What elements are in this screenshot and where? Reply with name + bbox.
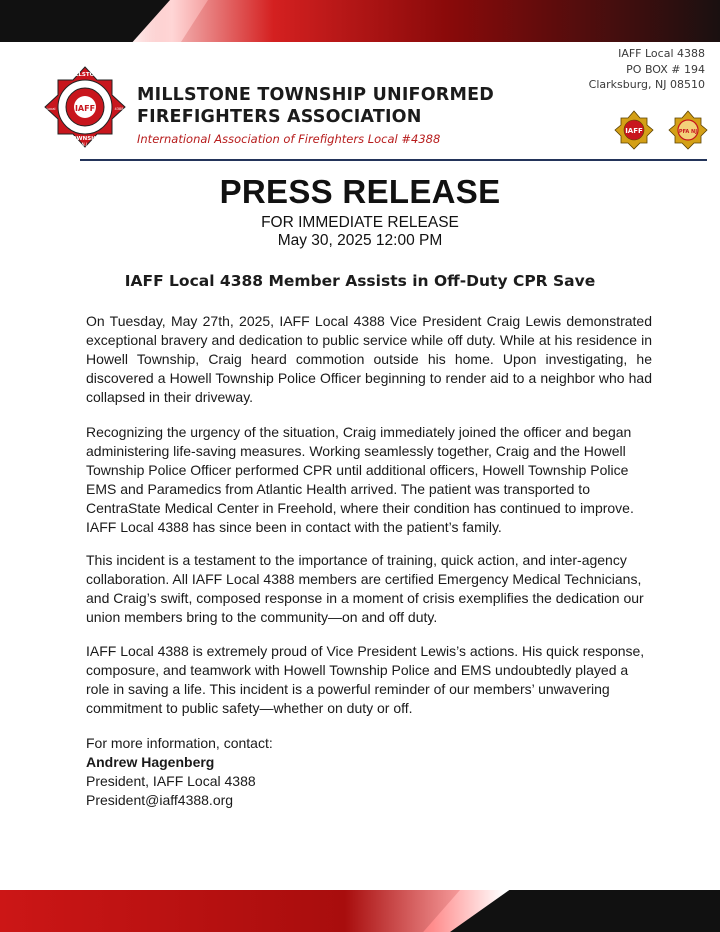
logo-text-left: Local (46, 107, 56, 111)
body-paragraph-3: This incident is a testament to the importance of training, quick action, and inter-agency collaboration. All IAFF Local 4388 members are certified Emergency Medical Technicians, and Craig’s swift, composed response in a moment of crisis exemplifies the dedication our union members bring to the community—on and off duty. (86, 552, 644, 625)
logo-text-bottom: TOWNSHIP (68, 136, 102, 142)
address-line1: IAFF Local 4388 (618, 47, 705, 60)
contact-title: President, IAFF Local 4388 (86, 773, 256, 789)
organization-subtitle: International Association of Firefighters Local #4388 (137, 132, 441, 146)
logo-text-top: MILLSTONE (67, 72, 103, 78)
top-decorative-band (0, 0, 720, 42)
logo-text-state: N.J. (81, 142, 89, 147)
body-paragraph-1: On Tuesday, May 27th, 2025, IAFF Local 4388 Vice President Craig Lewis demonstrated exceptional bravery and dedication to public service while off duty. While at his residence in Howell Township, Craig heard commotion outside his home. Upon investigating, he discovered a Howell Township Police Officer beginning to render aid to a neighbor who had collapsed in their driveway. (86, 313, 652, 405)
mailing-address (505, 46, 705, 93)
bottom-band-red-segment (0, 890, 460, 932)
release-datetime: May 30, 2025 12:00 PM (277, 232, 443, 249)
bottom-decorative-band (0, 890, 720, 932)
iaff-badge-letters: IAFF (625, 127, 643, 135)
contact-block (86, 734, 273, 810)
release-info (0, 214, 720, 250)
for-immediate-release: FOR IMMEDIATE RELEASE (261, 214, 459, 231)
address-line3: Clarksburg, NJ 08510 (588, 78, 705, 91)
contact-intro: For more information, contact: (86, 735, 273, 751)
body-paragraph-4: IAFF Local 4388 is extremely proud of Vice President Lewis’s actions. His quick response, composure, and teamwork with Howell Township Police and EMS undoubtedly played a role in saving a life. This incident is a powerful reminder of our members’ unwavering commitment to public safety—whether on duty or off. (86, 643, 645, 716)
pfanj-badge-letters: PFA NJ (678, 129, 698, 135)
organization-name (137, 84, 517, 128)
bottom-band-black-segment (450, 890, 720, 932)
org-name-line1: MILLSTONE TOWNSHIP UNIFORMED (137, 85, 494, 105)
headline: IAFF Local 4388 Member Assists in Off-Duty CPR Save (124, 272, 596, 290)
header-divider (80, 159, 707, 161)
logo-text-right: 4388 (114, 107, 124, 111)
affiliation-badges (614, 110, 710, 150)
iaff-maltese-cross-badge (615, 111, 653, 149)
logo-center-letters: IAFF (74, 104, 96, 113)
pfanj-maltese-cross-badge (669, 111, 707, 149)
contact-email[interactable]: President@iaff4388.org (86, 792, 234, 808)
address-line2: PO BOX # 194 (626, 62, 705, 76)
body-paragraph-2: Recognizing the urgency of the situation, Craig immediately joined the officer and began administering life-saving measures. Working seamlessly together, Craig and the Howell Township Police Officer performed CPR until additional officers, Howell Township Police EMS and Paramedics from Atlantic Health arrived. The patient was transported to CentraState Medical Center in Freehold, where their condition has continued to improve. IAFF Local 4388 has since been in contact with the patient’s family. (86, 424, 634, 535)
contact-name: Andrew Hagenberg (86, 754, 215, 770)
press-release-title: PRESS RELEASE (219, 173, 501, 210)
org-name-line2: FIREFIGHTERS ASSOCIATION (137, 107, 422, 127)
maltese-cross-logo (44, 66, 126, 148)
